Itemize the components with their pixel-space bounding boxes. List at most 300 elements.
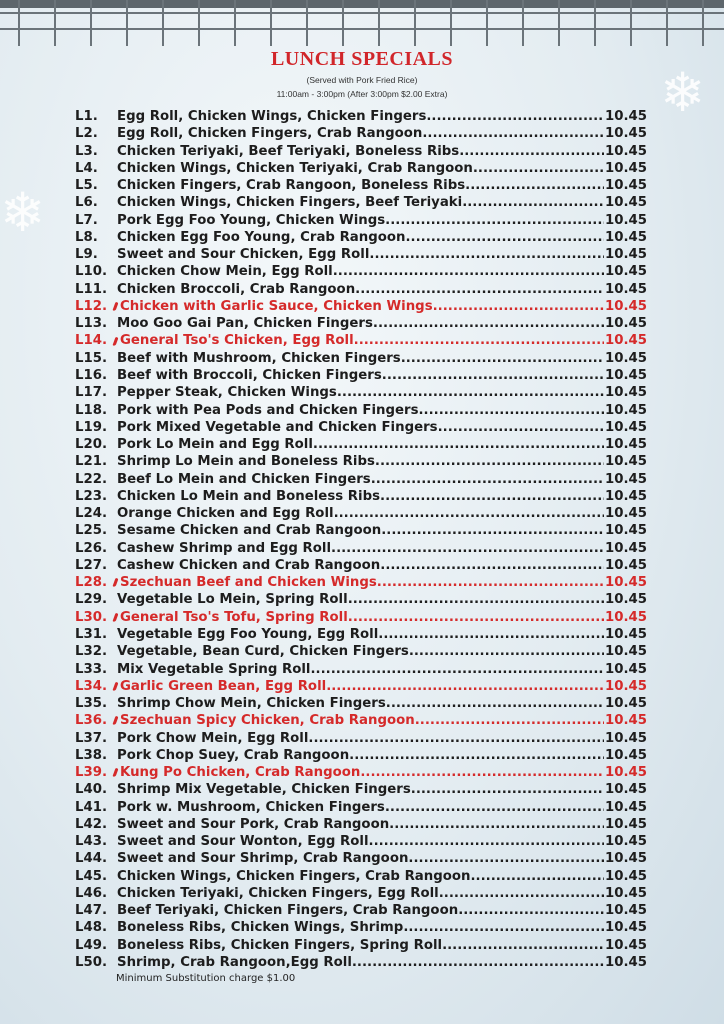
menu-item: [75, 850, 647, 867]
leader-dots: [389, 816, 604, 833]
item-price: 10.45: [604, 126, 647, 142]
item-name-text: Chicken Wings, Chicken Fingers, Crab Rangoon: [117, 868, 471, 884]
leader-dots: [415, 712, 604, 729]
leader-dots: [459, 143, 604, 160]
item-name-text: Shrimp Chow Mein, Chicken Fingers: [117, 696, 386, 712]
item-name: [117, 488, 380, 505]
leader-dots: [373, 315, 604, 332]
item-code: L35.: [75, 696, 108, 712]
menu-item: [75, 298, 647, 315]
item-name-text: Chicken Wings, Chicken Teriyaki, Crab Rangoon: [117, 160, 473, 176]
item-name-text: Chicken Teriyaki, Beef Teriyaki, Boneless Ribs: [117, 143, 460, 159]
item-price: 10.45: [604, 350, 647, 366]
item-code: L43.: [75, 834, 108, 850]
item-code: L15.: [75, 350, 108, 366]
leader-dots: [380, 488, 604, 505]
item-price: 10.45: [604, 937, 647, 953]
item-name: [117, 850, 408, 867]
leader-dots: [403, 919, 604, 936]
item-code: L22.: [75, 471, 108, 487]
item-name-text: Beef Teriyaki, Chicken Fingers, Crab Rangoon: [117, 903, 459, 919]
item-code: L34.: [75, 678, 108, 694]
item-name-text: Sweet and Sour Pork, Crab Rangoon: [117, 816, 390, 832]
item-name: [117, 712, 415, 729]
item-code: L32.: [75, 644, 108, 660]
item-code: L28.: [75, 575, 108, 591]
leader-dots: [331, 540, 604, 557]
menu-item: [75, 591, 647, 608]
item-code: L18.: [75, 402, 108, 418]
item-name: [117, 695, 386, 712]
snowflake-icon: ❄: [0, 181, 46, 244]
item-name: [117, 868, 471, 885]
item-price: 10.45: [604, 540, 647, 556]
item-name: [117, 833, 369, 850]
item-name: [117, 626, 378, 643]
item-price: 10.45: [604, 920, 647, 936]
item-name-text: Pork Egg Foo Young, Chicken Wings: [117, 212, 386, 228]
item-code: L30.: [75, 609, 108, 625]
item-name: [117, 453, 375, 470]
item-code: L2.: [75, 126, 98, 142]
item-price: 10.45: [604, 851, 647, 867]
item-code: L37.: [75, 730, 108, 746]
menu-item: [75, 574, 647, 591]
item-name: [117, 194, 462, 211]
item-code: L4.: [75, 160, 98, 176]
substitution-note: Minimum Substitution charge $1.00: [116, 973, 296, 984]
menu-item: [75, 522, 647, 539]
item-price: 10.45: [604, 782, 647, 798]
item-price: 10.45: [604, 109, 647, 124]
leader-dots: [333, 263, 604, 280]
leader-dots: [334, 505, 604, 522]
leader-dots: [348, 609, 604, 626]
item-name-text: Pork Lo Mein and Egg Roll: [117, 437, 313, 453]
item-price: 10.45: [604, 644, 647, 660]
item-price: 10.45: [604, 834, 647, 850]
leader-dots: [433, 298, 604, 315]
item-code: L44.: [75, 851, 108, 867]
item-name: [117, 332, 354, 349]
item-name: [117, 661, 310, 678]
item-name-text: Kung Po Chicken, Crab Rangoon: [120, 765, 361, 781]
menu-item: [75, 902, 647, 919]
leader-dots: [409, 643, 604, 660]
item-name-text: Chicken Broccoli, Crab Rangoon: [117, 281, 356, 297]
leader-dots: [313, 436, 604, 453]
item-name: [117, 885, 439, 902]
leader-dots: [385, 212, 604, 229]
item-name-text: Beef with Mushroom, Chicken Fingers: [117, 350, 401, 366]
item-price: 10.45: [604, 419, 647, 435]
menu-item: [75, 712, 647, 729]
item-name: [117, 177, 465, 194]
item-name: [117, 246, 369, 263]
leader-dots: [401, 350, 604, 367]
item-price: 10.45: [604, 316, 647, 332]
leader-dots: [381, 522, 604, 539]
item-name-text: Cashew Chicken and Crab Rangoon: [117, 557, 381, 573]
item-code: L50.: [75, 955, 108, 971]
item-code: L24.: [75, 506, 108, 522]
menu-hours: 11:00am - 3:00pm (After 3:00pm $2.00 Extra): [276, 89, 448, 99]
item-name-text: Sesame Chicken and Crab Rangoon: [117, 523, 382, 539]
item-name: [117, 315, 373, 332]
leader-dots: [418, 402, 603, 419]
leader-dots: [369, 246, 604, 263]
leader-dots: [426, 108, 604, 125]
menu-item: [75, 143, 647, 160]
item-name: [117, 557, 380, 574]
item-code: L46.: [75, 885, 108, 901]
item-name-text: Shrimp Mix Vegetable, Chicken Fingers: [117, 782, 411, 798]
menu-item: [75, 799, 647, 816]
item-name: [117, 419, 438, 436]
item-name: [117, 350, 401, 367]
item-name: [117, 522, 381, 539]
item-name: [117, 402, 418, 419]
item-name: [117, 367, 382, 384]
item-code: L12.: [75, 298, 108, 314]
leader-dots: [439, 885, 604, 902]
item-code: L42.: [75, 816, 108, 832]
item-price: 10.45: [604, 575, 647, 591]
item-price: 10.45: [604, 592, 647, 608]
menu-item: [75, 695, 647, 712]
snowflake-icon: ❄: [660, 61, 706, 124]
item-name: [117, 384, 337, 401]
menu-item: [75, 419, 647, 436]
item-name-text: Chicken Lo Mein and Boneless Ribs: [117, 488, 381, 504]
item-name-text: Sweet and Sour Chicken, Egg Roll: [117, 247, 370, 263]
item-code: L45.: [75, 868, 108, 884]
item-price: 10.45: [604, 523, 647, 539]
menu-item: [75, 281, 647, 298]
leader-dots: [378, 626, 604, 643]
item-price: 10.45: [604, 506, 647, 522]
item-name-text: General Tso's Chicken, Egg Roll: [120, 333, 354, 349]
leader-dots: [385, 799, 604, 816]
item-code: L3.: [75, 143, 98, 159]
item-name-text: Szechuan Beef and Chicken Wings: [120, 575, 377, 591]
menu-item: [75, 730, 647, 747]
leader-dots: [377, 574, 604, 591]
item-name-text: Szechuan Spicy Chicken, Crab Rangoon: [120, 713, 415, 729]
leader-dots: [462, 194, 604, 211]
item-name: [117, 954, 352, 971]
item-code: L49.: [75, 937, 108, 953]
item-price: 10.45: [604, 160, 647, 176]
leader-dots: [352, 954, 604, 971]
item-name-text: Egg Roll, Chicken Fingers, Crab Rangoon: [117, 126, 423, 142]
item-name-text: Boneless Ribs, Chicken Wings, Shrimp: [117, 920, 404, 936]
item-code: L13.: [75, 316, 108, 332]
item-price: 10.45: [604, 488, 647, 504]
leader-dots: [411, 781, 604, 798]
item-name: [117, 781, 411, 798]
item-code: L23.: [75, 488, 108, 504]
leader-dots: [310, 661, 603, 678]
item-code: L40.: [75, 782, 108, 798]
item-name-text: Chicken Chow Mein, Egg Roll: [117, 264, 333, 280]
item-name: [117, 591, 348, 608]
item-name: [117, 436, 313, 453]
item-name: [117, 263, 333, 280]
menu-item: [75, 678, 647, 695]
item-code: L27.: [75, 557, 108, 573]
menu-item: [75, 488, 647, 505]
menu-item: [75, 661, 647, 678]
menu-item: [75, 471, 647, 488]
item-name-text: Chicken Wings, Chicken Fingers, Beef Teriyaki: [117, 195, 463, 211]
item-name-text: Boneless Ribs, Chicken Fingers, Spring Roll: [117, 937, 443, 953]
item-price: 10.45: [604, 955, 647, 971]
item-name-text: Cashew Shrimp and Egg Roll: [117, 540, 332, 556]
leader-dots: [375, 453, 604, 470]
item-code: L39.: [75, 765, 108, 781]
leader-dots: [471, 868, 604, 885]
leader-dots: [382, 367, 604, 384]
menu-list: [75, 108, 647, 971]
item-name: [117, 919, 403, 936]
item-code: L9.: [75, 247, 98, 263]
item-code: L7.: [75, 212, 98, 228]
item-code: L36.: [75, 713, 108, 729]
item-name: [117, 937, 442, 954]
item-name-text: Shrimp, Crab Rangoon,Egg Roll: [117, 955, 352, 971]
item-price: 10.45: [604, 333, 647, 349]
leader-dots: [326, 678, 604, 695]
item-name-text: Egg Roll, Chicken Wings, Chicken Fingers: [117, 109, 427, 124]
item-price: 10.45: [604, 195, 647, 211]
leader-dots: [369, 833, 604, 850]
leader-dots: [380, 557, 604, 574]
item-name: [117, 574, 377, 591]
item-code: L26.: [75, 540, 108, 556]
item-name: [117, 471, 371, 488]
item-name-text: Pork with Pea Pods and Chicken Fingers: [117, 402, 419, 418]
menu-item: [75, 643, 647, 660]
item-code: L17.: [75, 385, 108, 401]
item-price: 10.45: [604, 143, 647, 159]
menu-item: [75, 626, 647, 643]
item-name: [117, 799, 385, 816]
leader-dots: [386, 695, 604, 712]
item-price: 10.45: [604, 661, 647, 677]
menu-item: [75, 557, 647, 574]
item-price: 10.45: [604, 454, 647, 470]
leader-dots: [473, 160, 604, 177]
leader-dots: [371, 471, 604, 488]
item-price: 10.45: [604, 367, 647, 383]
item-name-text: Sweet and Sour Wonton, Egg Roll: [117, 834, 369, 850]
menu-item: [75, 212, 647, 229]
item-code: L25.: [75, 523, 108, 539]
item-name: [117, 902, 458, 919]
menu-item: [75, 229, 647, 246]
decorative-lattice-border: [0, 0, 724, 46]
item-code: L6.: [75, 195, 98, 211]
leader-dots: [406, 229, 604, 246]
item-price: 10.45: [604, 626, 647, 642]
menu-subtitle: (Served with Pork Fried Rice): [306, 75, 418, 85]
leader-dots: [348, 591, 604, 608]
item-code: L16.: [75, 367, 108, 383]
menu-item: [75, 384, 647, 401]
item-code: L41.: [75, 799, 108, 815]
item-name-text: Garlic Green Bean, Egg Roll: [120, 678, 327, 694]
menu-item: [75, 540, 647, 557]
item-name-text: Sweet and Sour Shrimp, Crab Rangoon: [117, 851, 409, 867]
item-name-text: General Tso's Tofu, Spring Roll: [120, 609, 348, 625]
menu-item: [75, 764, 647, 781]
menu-item: [75, 747, 647, 764]
item-name: [117, 730, 308, 747]
item-name-text: Vegetable Egg Foo Young, Egg Roll: [117, 626, 379, 642]
menu-item: [75, 453, 647, 470]
item-name-text: Vegetable Lo Mein, Spring Roll: [117, 592, 348, 608]
leader-dots: [337, 384, 604, 401]
item-name: [117, 540, 331, 557]
menu-title: LUNCH SPECIALS: [270, 48, 454, 70]
item-code: L29.: [75, 592, 108, 608]
item-price: 10.45: [604, 609, 647, 625]
item-price: 10.45: [604, 747, 647, 763]
menu-item: [75, 781, 647, 798]
item-price: 10.45: [604, 713, 647, 729]
item-price: 10.45: [604, 402, 647, 418]
item-price: 10.45: [604, 868, 647, 884]
menu-item: [75, 436, 647, 453]
item-price: 10.45: [604, 885, 647, 901]
leader-dots: [354, 332, 604, 349]
item-name: [117, 298, 433, 315]
item-name-text: Beef Lo Mein and Chicken Fingers: [117, 471, 371, 487]
menu-item: [75, 505, 647, 522]
item-name: [117, 229, 406, 246]
item-price: 10.45: [604, 247, 647, 263]
item-price: 10.45: [604, 437, 647, 453]
menu-item: [75, 315, 647, 332]
item-code: L33.: [75, 661, 108, 677]
item-name: [117, 816, 389, 833]
item-name-text: Pork Chow Mein, Egg Roll: [117, 730, 309, 746]
item-name: [117, 108, 426, 125]
item-name-text: Pork w. Mushroom, Chicken Fingers: [117, 799, 385, 815]
menu-item: [75, 868, 647, 885]
leader-dots: [408, 850, 604, 867]
menu-item: [75, 937, 647, 954]
menu-item: [75, 885, 647, 902]
item-code: L19.: [75, 419, 108, 435]
item-name-text: Chicken Fingers, Crab Rangoon, Boneless Ribs: [117, 178, 466, 194]
menu-item: [75, 246, 647, 263]
item-name-text: Chicken Teriyaki, Chicken Fingers, Egg Roll: [117, 885, 439, 901]
item-name-text: Mix Vegetable Spring Roll: [117, 661, 311, 677]
menu-item: [75, 367, 647, 384]
item-price: 10.45: [604, 178, 647, 194]
menu-item: [75, 833, 647, 850]
item-code: L47.: [75, 903, 108, 919]
item-price: 10.45: [604, 212, 647, 228]
item-code: L48.: [75, 920, 108, 936]
menu-item: [75, 263, 647, 280]
item-name-text: Chicken Egg Foo Young, Crab Rangoon: [117, 229, 406, 245]
item-price: 10.45: [604, 264, 647, 280]
item-price: 10.45: [604, 816, 647, 832]
item-code: L1.: [75, 109, 98, 124]
item-price: 10.45: [604, 471, 647, 487]
menu-item: [75, 954, 647, 971]
item-code: L38.: [75, 747, 108, 763]
leader-dots: [442, 937, 604, 954]
leader-dots: [355, 281, 604, 298]
leader-dots: [422, 125, 604, 142]
item-name-text: Chicken with Garlic Sauce, Chicken Wings: [120, 298, 433, 314]
item-price: 10.45: [604, 557, 647, 573]
item-price: 10.45: [604, 281, 647, 297]
item-name: [117, 643, 409, 660]
item-code: L21.: [75, 454, 108, 470]
item-name: [117, 125, 422, 142]
menu-item: [75, 108, 647, 125]
menu-item: [75, 816, 647, 833]
menu-item: [75, 350, 647, 367]
item-name: [117, 212, 385, 229]
item-code: L14.: [75, 333, 108, 349]
item-name-text: Vegetable, Bean Curd, Chicken Fingers: [117, 644, 409, 660]
menu-item: [75, 332, 647, 349]
item-price: 10.45: [604, 298, 647, 314]
item-code: L11.: [75, 281, 108, 297]
menu-item: [75, 125, 647, 142]
item-name: [117, 764, 360, 781]
item-name: [117, 143, 459, 160]
item-price: 10.45: [604, 696, 647, 712]
leader-dots: [308, 730, 604, 747]
item-code: L20.: [75, 437, 108, 453]
item-name: [117, 505, 334, 522]
menu-item: [75, 160, 647, 177]
item-name: [117, 609, 348, 626]
item-name-text: Pork Mixed Vegetable and Chicken Fingers: [117, 419, 438, 435]
item-name-text: Pepper Steak, Chicken Wings: [117, 385, 337, 401]
item-price: 10.45: [604, 229, 647, 245]
item-name: [117, 281, 355, 298]
item-name-text: Beef with Broccoli, Chicken Fingers: [117, 367, 382, 383]
item-code: L5.: [75, 178, 98, 194]
leader-dots: [349, 747, 604, 764]
menu-item: [75, 194, 647, 211]
item-name-text: Moo Goo Gai Pan, Chicken Fingers: [117, 316, 373, 332]
item-price: 10.45: [604, 903, 647, 919]
menu-item: [75, 919, 647, 936]
item-price: 10.45: [604, 678, 647, 694]
item-name: [117, 747, 349, 764]
leader-dots: [458, 902, 604, 919]
item-code: L10.: [75, 264, 108, 280]
item-name: [117, 678, 326, 695]
leader-dots: [360, 764, 604, 781]
item-price: 10.45: [604, 385, 647, 401]
item-name-text: Orange Chicken and Egg Roll: [117, 506, 334, 522]
item-name-text: Pork Chop Suey, Crab Rangoon: [117, 747, 350, 763]
menu-item: [75, 402, 647, 419]
menu-item: [75, 609, 647, 626]
item-name-text: Shrimp Lo Mein and Boneless Ribs: [117, 454, 375, 470]
leader-dots: [438, 419, 604, 436]
